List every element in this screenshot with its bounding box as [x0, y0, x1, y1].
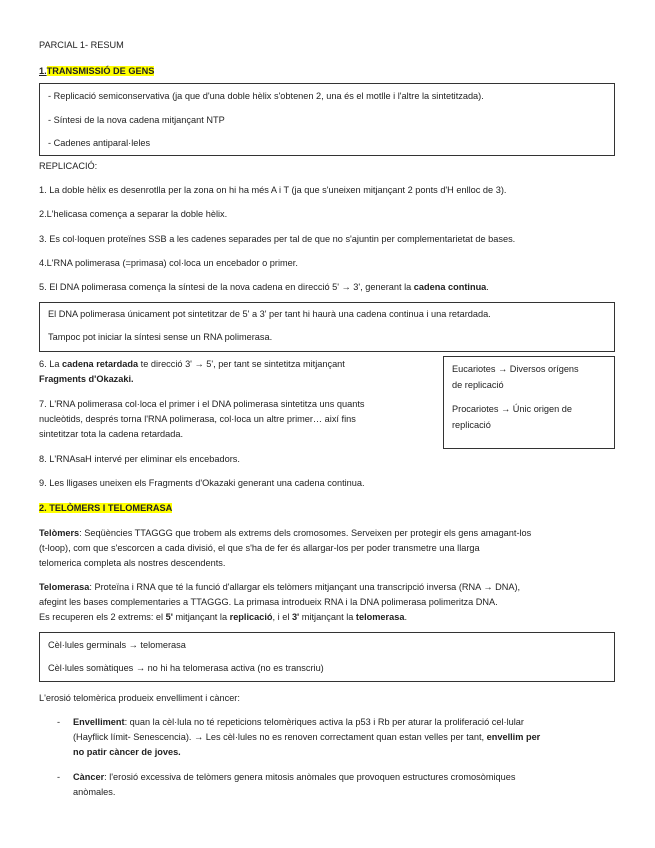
procariotes-line: Procariotes → Únic origen de: [452, 404, 573, 414]
telomers-line: telomerica completa als nostres descendents.: [39, 558, 226, 568]
envelliment-line: [73, 716, 524, 728]
recuperen-text: mitjançant la: [299, 612, 356, 622]
summary-box: [39, 83, 615, 156]
telomerasa-line: [39, 581, 520, 593]
envelliment-label: Envelliment: [73, 717, 125, 727]
summary-line: - Replicació semiconservativa (ja que d'una doble hèlix s'obtenen 2, una és el motlle i l'altre la sintetitzada).: [48, 91, 484, 101]
step-4: 4.L'RNA polimerasa (=primasa) col·loca un encebador o primer.: [39, 258, 298, 268]
telomers-line: (t-loop), com que s'escorcen a cada divisió, el que s'ha de fer és allargar-los per poder transmetre una llarga: [39, 543, 480, 553]
step-7-line: 7. L'RNA polimerasa col·loca el primer i el DNA polimerasa sintetitza uns quants: [39, 399, 365, 409]
step-6-rest: te direcció 3' → 5', per tant se sintetitza mitjançant: [138, 359, 345, 369]
section-2-heading: [39, 502, 172, 514]
envelliment-text: : quan la cèl·lula no té repeticions telomèriques activa la p53 i Rb per aturar la proliferació cel·lular: [124, 717, 524, 727]
recuperen-line: [39, 611, 407, 623]
recuperen-bold: 3': [291, 612, 300, 622]
envelliment-line: no patir càncer de joves.: [73, 747, 181, 757]
section-2-title: 2. TELÒMERS I TELOMERASA: [39, 503, 173, 513]
cancer-line: anòmales.: [73, 787, 116, 797]
page-title: PARCIAL 1- RESUM: [39, 40, 124, 50]
step-6: [39, 358, 345, 370]
step-5-end: .: [486, 282, 489, 292]
bullet-marker: -: [57, 717, 61, 727]
summary-line: - Síntesi de la nova cadena mitjançant NTP: [48, 115, 225, 125]
bullet-marker: -: [57, 772, 61, 782]
telomers-text: : Seqüències TTAGGG que trobem als extrems dels cromosomes. Serveixen per protegir els gens amagant-los: [79, 528, 532, 538]
cells-box: [39, 632, 615, 682]
envelliment-line: [73, 731, 540, 743]
dna-polimerasa-box: [39, 302, 615, 352]
procariotes-line: replicació: [452, 420, 491, 430]
step-5-bold: cadena continua: [413, 282, 487, 292]
recuperen-text: , i el: [272, 612, 292, 622]
replicacio-label: REPLICACIÓ:: [39, 161, 98, 171]
telomers-line: [39, 527, 531, 539]
telomerasa-text: : Proteïna i RNA que té la funció d'allargar els telòmers mitjançant una transcripció inversa (RNA → DNA),: [89, 582, 521, 592]
eucariotes-line: Eucariotes → Diversos orígens: [452, 364, 579, 374]
cancer-text: : l'erosió excessiva de telòmers genera mitosis anòmales que provoquen estructures cromosòmiques: [104, 772, 516, 782]
summary-line: - Cadenes antiparal·leles: [48, 138, 151, 148]
step-3: 3. Es col·loquen proteïnes SSB a les cadenes separades per tal de que no s'ajuntin per complementarietat de bases.: [39, 234, 516, 244]
recuperen-text: Es recuperen els 2 extrems: el: [39, 612, 166, 622]
cancer-label: Càncer: [73, 772, 105, 782]
cancer-line: [73, 771, 515, 783]
cells-line: Cèl·lules germinals → telomerasa: [48, 640, 186, 650]
envelliment-bold: envellim per: [486, 732, 541, 742]
envelliment-text: (Hayflick límit- Senescencia). → Les cèl·lules no es renoven correctament quan estan velles per tant,: [73, 732, 487, 742]
box-line: El DNA polimerasa únicament pot sintetitzar de 5' a 3' per tant hi haurà una cadena continua i una retardada.: [48, 309, 491, 319]
box-line: Tampoc pot iniciar la síntesi sense un RNA polimerasa.: [48, 332, 273, 342]
telomerasa-label: Telomerasa: [39, 582, 90, 592]
recuperen-bold: 5': [165, 612, 173, 622]
telomers-label: Telòmers: [39, 528, 80, 538]
recuperen-bold: telomerasa: [355, 612, 405, 622]
step-1: 1. La doble hèlix es desenrotlla per la zona on hi ha més A i T (ja que s'uneixen mitjançant 2 ponts d'H enlloc de 3).: [39, 185, 507, 195]
step-7-line: nucleòtids, després torna l'RNA polimerasa, col·loca un altre primer… així fins: [39, 414, 356, 424]
step-2: 2.L'helicasa comença a separar la doble hèlix.: [39, 209, 228, 219]
recuperen-text: mitjançant la: [172, 612, 230, 622]
telomerasa-line: afegint les bases complementaries a TTAGGG. La primasa introdueix RNA i la DNA polimerasa polimeritza DNA.: [39, 597, 498, 607]
cells-line: Cèl·lules somàtiques → no hi ha telomerasa activa (no es transcriu): [48, 663, 324, 673]
section-1-number: 1.: [39, 66, 47, 76]
step-6-okazaki: Fragments d'Okazaki.: [39, 374, 134, 384]
step-5: [39, 281, 489, 293]
origins-box: [443, 356, 615, 449]
eucariotes-line: de replicació: [452, 380, 504, 390]
step-8: 8. L'RNAsaH intervé per eliminar els encebadors.: [39, 454, 240, 464]
step-7-line: sintetitzar tota la cadena retardada.: [39, 429, 184, 439]
erosio-line: L'erosió telomèrica produeix envelliment i càncer:: [39, 693, 240, 703]
section-1-title: TRANSMISSIÓ DE GENS: [46, 66, 155, 76]
section-1-heading: [39, 65, 154, 77]
step-6-text: 6. La: [39, 359, 62, 369]
step-6-bold: cadena retardada: [62, 359, 139, 369]
recuperen-text: .: [404, 612, 408, 622]
step-9: 9. Les lligases uneixen els Fragments d'Okazaki generant una cadena continua.: [39, 478, 365, 488]
recuperen-bold: replicació: [229, 612, 273, 622]
step-5-text: 5. El DNA polimerasa comença la síntesi de la nova cadena en direcció 5' → 3', generant la: [39, 282, 414, 292]
